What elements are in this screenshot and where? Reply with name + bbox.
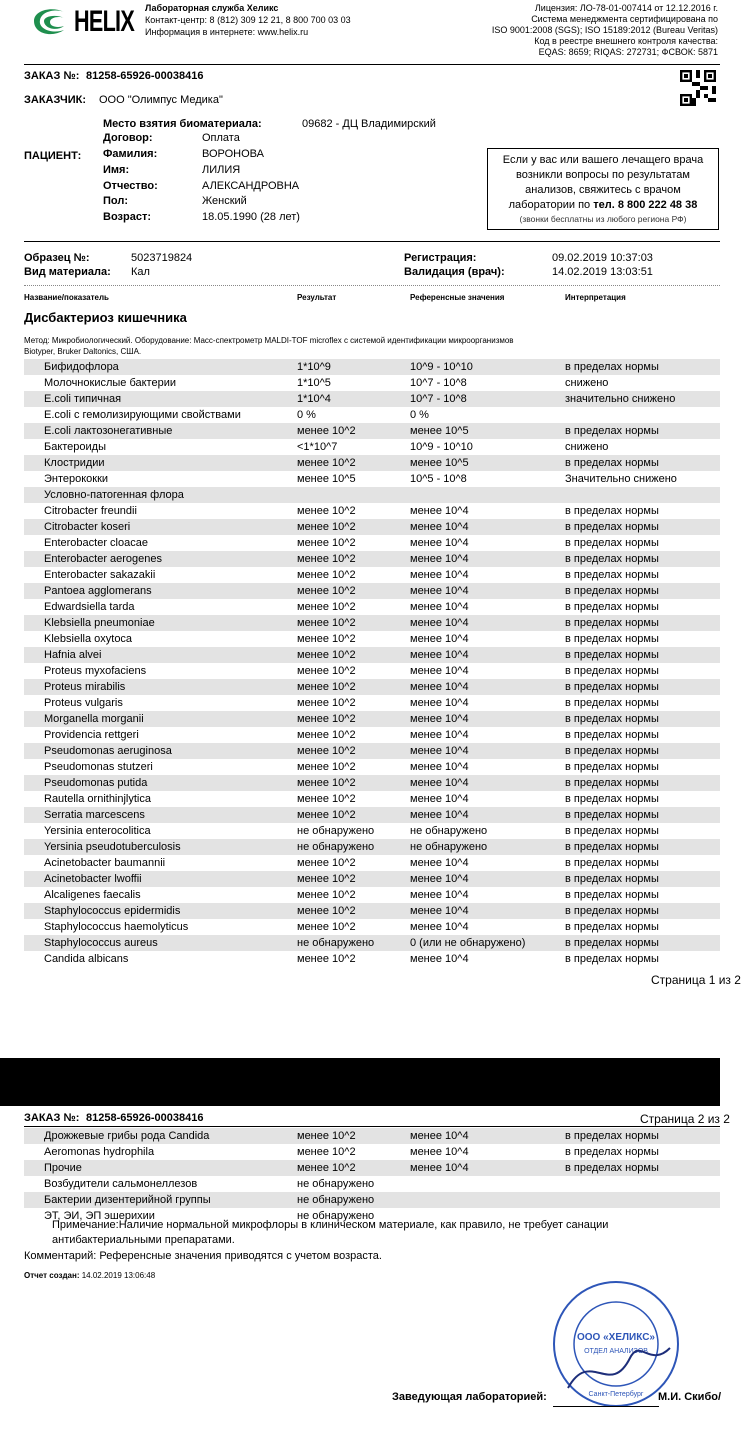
- cell-name: E.coli с гемолизирующими свойствами: [44, 409, 241, 421]
- cell-name: Бактерии дизентерийной группы: [44, 1194, 211, 1206]
- info-line: возникли вопросы по результатам: [515, 169, 690, 181]
- patient-label: ПАЦИЕНТ:: [24, 150, 82, 162]
- cell-interpretation: в пределах нормы: [565, 809, 659, 821]
- cell-result: менее 10^2: [297, 1162, 356, 1174]
- table-row: [24, 407, 720, 423]
- helix-logo: [30, 4, 136, 40]
- customer-value: ООО "Олимпус Медика": [99, 94, 223, 106]
- section-title: Дисбактериоз кишечника: [24, 310, 187, 325]
- cell-result: менее 10^2: [297, 1130, 356, 1142]
- stamp-text-ring: Санкт-Петербург: [588, 1391, 644, 1398]
- table-row: [24, 711, 720, 727]
- cell-interpretation: в пределах нормы: [565, 665, 659, 677]
- cell-reference: менее 10^4: [410, 505, 469, 517]
- cell-name: Morganella morganii: [44, 713, 144, 725]
- table-row: [24, 791, 720, 807]
- cell-name: Энтерококки: [44, 473, 109, 485]
- cell-interpretation: в пределах нормы: [565, 953, 659, 965]
- cell-result: менее 10^2: [297, 553, 356, 565]
- lab-web: Информация в интернете: www.helix.ru: [145, 27, 309, 37]
- cell-interpretation: в пределах нормы: [565, 649, 659, 661]
- cell-interpretation: в пределах нормы: [565, 857, 659, 869]
- cell-reference: менее 10^5: [410, 425, 469, 437]
- cell-name: Edwardsiella tarda: [44, 601, 135, 613]
- cell-result: менее 10^2: [297, 713, 356, 725]
- material-value: Кал: [131, 266, 150, 278]
- logo-text: HELIX: [74, 5, 135, 38]
- cell-result: менее 10^2: [297, 569, 356, 581]
- lab-contacts: Контакт-центр: 8 (812) 309 12 21, 8 800 700 03 03: [145, 15, 351, 25]
- cell-reference: менее 10^4: [410, 793, 469, 805]
- cell-reference: 0 %: [410, 409, 429, 421]
- cell-result: не обнаружено: [297, 841, 375, 853]
- cell-name: Rautella ornithinjlytica: [44, 793, 151, 805]
- note-line: антибактериальными препаратами.: [52, 1234, 235, 1246]
- table-row: [24, 567, 720, 583]
- cell-result: менее 10^2: [297, 665, 356, 677]
- validation-value: 14.02.2019 13:03:51: [552, 266, 653, 278]
- cell-result: менее 10^2: [297, 457, 356, 469]
- cell-name: ЭТ, ЭИ, ЭП эшерихии: [44, 1210, 155, 1222]
- cell-reference: менее 10^4: [410, 697, 469, 709]
- table-row: [24, 823, 720, 839]
- cell-reference: менее 10^4: [410, 601, 469, 613]
- cell-reference: менее 10^4: [410, 809, 469, 821]
- cell-reference: менее 10^4: [410, 857, 469, 869]
- cell-result: менее 10^2: [297, 505, 356, 517]
- cell-interpretation: в пределах нормы: [565, 569, 659, 581]
- cell-name: Молочнокислые бактерии: [44, 377, 176, 389]
- info-line: анализов, свяжитесь с врачом: [525, 184, 681, 196]
- age-value: 18.05.1990 (28 лет): [202, 211, 300, 223]
- header-divider: [24, 64, 720, 65]
- cell-name: E.coli лактозонегативные: [44, 425, 173, 437]
- table-row: [24, 855, 720, 871]
- cell-name: Staphylococcus haemolyticus: [44, 921, 189, 933]
- cell-interpretation: в пределах нормы: [565, 521, 659, 533]
- cell-result: менее 10^2: [297, 649, 356, 661]
- report-created-value: 14.02.2019 13:06:48: [81, 1271, 156, 1280]
- cell-name: Возбудители сальмонеллезов: [44, 1178, 198, 1190]
- cell-result: менее 10^2: [297, 585, 356, 597]
- stamp-text-mid: ОТДЕЛ АНАЛИЗОВ: [584, 1348, 648, 1355]
- cell-interpretation: в пределах нормы: [565, 361, 659, 373]
- report-page-2: [0, 1106, 730, 1440]
- patient-divider: [24, 241, 720, 242]
- cell-interpretation: Значительно снижено: [565, 473, 677, 485]
- cell-name: Proteus mirabilis: [44, 681, 126, 693]
- table-row: [24, 871, 720, 887]
- cell-name: Дрожжевые грибы рода Candida: [44, 1130, 210, 1142]
- cell-reference: 10^7 - 10^8: [410, 377, 467, 389]
- cell-result: менее 10^2: [297, 905, 356, 917]
- cell-result: 0 %: [297, 409, 316, 421]
- cell-result: менее 10^2: [297, 953, 356, 965]
- cell-interpretation: в пределах нормы: [565, 841, 659, 853]
- license-line: Лицензия: ЛО-78-01-007414 от 12.12.2016 г.: [534, 3, 718, 13]
- info-line-note: (звонки бесплатны из любого региона РФ): [519, 214, 687, 224]
- cell-name: Enterobacter cloacae: [44, 537, 148, 549]
- table-row: [24, 535, 720, 551]
- col-name-header: Название/показатель: [24, 293, 109, 302]
- cell-result: менее 10^2: [297, 761, 356, 773]
- cell-reference: менее 10^4: [410, 553, 469, 565]
- sample-label: Образец №:: [24, 252, 90, 264]
- cell-name: Acinetobacter lwoffii: [44, 873, 142, 885]
- cell-name: Klebsiella pneumoniae: [44, 617, 155, 629]
- table-row: [24, 1192, 720, 1208]
- cell-reference: менее 10^4: [410, 889, 469, 901]
- cell-result: 1*10^9: [297, 361, 331, 373]
- table-row: [24, 903, 720, 919]
- surname-value: ВОРОНОВА: [202, 148, 264, 160]
- cell-name: E.coli типичная: [44, 393, 122, 405]
- table-row: [24, 503, 720, 519]
- order-label: ЗАКАЗ №:: [24, 70, 80, 82]
- cell-name: Citrobacter freundii: [44, 505, 137, 517]
- cell-result: менее 10^2: [297, 777, 356, 789]
- cell-interpretation: в пределах нормы: [565, 601, 659, 613]
- cell-name: Pseudomonas stutzeri: [44, 761, 153, 773]
- cell-result: менее 10^2: [297, 633, 356, 645]
- cell-name: Pseudomonas putida: [44, 777, 148, 789]
- cell-interpretation: в пределах нормы: [565, 553, 659, 565]
- cell-name: Клостридии: [44, 457, 105, 469]
- cell-interpretation: в пределах нормы: [565, 713, 659, 725]
- cell-reference: менее 10^4: [410, 729, 469, 741]
- method-line: Метод: Микробиологический. Оборудование: Масс-спектрометр MALDI-TOF microflex с системой идентификации микроорганизмов: [24, 336, 514, 345]
- cell-reference: менее 10^4: [410, 921, 469, 933]
- cell-name: Providencia rettgeri: [44, 729, 139, 741]
- cell-result: не обнаружено: [297, 1194, 375, 1206]
- cell-result: менее 10^2: [297, 521, 356, 533]
- info-line: Если у вас или вашего лечащего врача: [502, 154, 704, 166]
- cell-interpretation: в пределах нормы: [565, 729, 659, 741]
- table-row: [24, 839, 720, 855]
- name-label: Имя:: [103, 164, 130, 176]
- cell-interpretation: в пределах нормы: [565, 457, 659, 469]
- cell-reference: менее 10^4: [410, 777, 469, 789]
- cell-result: не обнаружено: [297, 937, 375, 949]
- cell-interpretation: в пределах нормы: [565, 1162, 659, 1174]
- cell-result: менее 10^2: [297, 681, 356, 693]
- cell-result: менее 10^2: [297, 809, 356, 821]
- cell-result: менее 10^2: [297, 617, 356, 629]
- cell-name: Pseudomonas aeruginosa: [44, 745, 172, 757]
- cell-reference: менее 10^4: [410, 761, 469, 773]
- cell-reference: 10^5 - 10^8: [410, 473, 467, 485]
- license-line: Система менеджмента сертифицирована по: [531, 14, 718, 24]
- cell-reference: менее 10^4: [410, 537, 469, 549]
- cell-interpretation: в пределах нормы: [565, 921, 659, 933]
- phone-number: тел. 8 800 222 48 38: [593, 199, 698, 211]
- cell-result: не обнаружено: [297, 1178, 375, 1190]
- cell-reference: 10^7 - 10^8: [410, 393, 467, 405]
- table-row: [24, 775, 720, 791]
- cell-interpretation: снижено: [565, 377, 609, 389]
- license-block: [492, 3, 718, 58]
- order-label: ЗАКАЗ №:: [24, 1112, 80, 1124]
- lab-name: Лабораторная служба Хеликс: [145, 3, 279, 13]
- cell-name: Serratia marcescens: [44, 809, 145, 821]
- head-name: М.И. Скибо/: [658, 1391, 722, 1403]
- table-row: [24, 1144, 720, 1160]
- cell-name: Aeromonas hydrophila: [44, 1146, 155, 1158]
- table-row: [24, 887, 720, 903]
- cell-name: Бифидофлора: [44, 361, 119, 373]
- cell-result: менее 10^2: [297, 921, 356, 933]
- table-row: [24, 487, 720, 503]
- cell-result: менее 10^2: [297, 857, 356, 869]
- cell-reference: менее 10^4: [410, 1146, 469, 1158]
- cell-reference: менее 10^4: [410, 1162, 469, 1174]
- cell-name: Бактероиды: [44, 441, 107, 453]
- head-label: Заведующая лабораторией:: [392, 1391, 547, 1403]
- cell-interpretation: в пределах нормы: [565, 617, 659, 629]
- cell-interpretation: в пределах нормы: [565, 761, 659, 773]
- cell-name: Enterobacter sakazakii: [44, 569, 156, 581]
- cell-reference: не обнаружено: [410, 841, 488, 853]
- place-value: 09682 - ДЦ Владимирский: [302, 118, 436, 130]
- method-line: Biotyper, Bruker Daltonics, США.: [24, 347, 142, 356]
- cell-result: менее 10^2: [297, 793, 356, 805]
- cell-name: Условно-патогенная флора: [44, 489, 184, 501]
- col-interp-header: Интерпретация: [565, 293, 626, 302]
- patronymic-value: АЛЕКСАНДРОВНА: [202, 180, 300, 192]
- table-row: [24, 807, 720, 823]
- cell-reference: менее 10^5: [410, 457, 469, 469]
- table-row: [24, 743, 720, 759]
- info-line-phone: лаборатории по тел. 8 800 222 48 38: [508, 199, 698, 211]
- registration-label: Регистрация:: [404, 252, 477, 264]
- contract-label: Договор:: [103, 132, 153, 144]
- cell-result: менее 10^2: [297, 729, 356, 741]
- cell-result: менее 10^2: [297, 425, 356, 437]
- sample-value: 5023719824: [131, 252, 193, 264]
- name-value: ЛИЛИЯ: [202, 164, 241, 176]
- cell-result: менее 10^2: [297, 601, 356, 613]
- table-row: [24, 1176, 720, 1192]
- cell-reference: 0 (или не обнаружено): [410, 937, 526, 949]
- cell-name: Candida albicans: [44, 953, 129, 965]
- note-text: [52, 1218, 608, 1248]
- cell-result: менее 10^2: [297, 697, 356, 709]
- cell-result: менее 10^2: [297, 873, 356, 885]
- cell-result: <1*10^7: [297, 441, 338, 453]
- table-row: [24, 663, 720, 679]
- validation-label: Валидация (врач):: [404, 266, 505, 278]
- contract-value: Оплата: [202, 132, 240, 144]
- cell-interpretation: в пределах нормы: [565, 825, 659, 837]
- cell-reference: менее 10^4: [410, 953, 469, 965]
- license-line: EQAS: 8659; RIQAS: 272731; ФСВОК: 5871: [538, 47, 718, 57]
- page-gap: [0, 1058, 720, 1106]
- cell-interpretation: снижено: [565, 441, 609, 453]
- cell-reference: менее 10^4: [410, 649, 469, 661]
- cell-interpretation: в пределах нормы: [565, 777, 659, 789]
- cell-name: Proteus myxofaciens: [44, 665, 147, 677]
- cell-name: Enterobacter aerogenes: [44, 553, 163, 565]
- method-text: [24, 335, 514, 357]
- cell-name: Staphylococcus aureus: [44, 937, 158, 949]
- cell-name: Proteus vulgaris: [44, 697, 123, 709]
- cell-name: Yersinia pseudotuberculosis: [44, 841, 181, 853]
- dotted-divider: [24, 285, 720, 286]
- cell-interpretation: в пределах нормы: [565, 937, 659, 949]
- table-row: [24, 583, 720, 599]
- table-row: [24, 375, 720, 391]
- cell-interpretation: в пределах нормы: [565, 425, 659, 437]
- cell-name: Yersinia enterocolitica: [44, 825, 151, 837]
- cell-reference: менее 10^4: [410, 617, 469, 629]
- table-row: [24, 631, 720, 647]
- table-row: [24, 759, 720, 775]
- cell-interpretation: значительно снижено: [565, 393, 676, 405]
- sex-label: Пол:: [103, 195, 129, 207]
- cell-name: Klebsiella oxytoca: [44, 633, 133, 645]
- table-header: [24, 292, 720, 304]
- page-footer: Страница 1 из 2: [651, 973, 741, 987]
- cell-interpretation: в пределах нормы: [565, 873, 659, 885]
- table-row: [24, 359, 720, 375]
- table-row: [24, 951, 720, 967]
- table-row: [24, 1160, 720, 1176]
- report-created-label: Отчет создан:: [24, 1271, 80, 1280]
- cell-interpretation: в пределах нормы: [565, 1146, 659, 1158]
- table-row: [24, 551, 720, 567]
- table-row: [24, 423, 720, 439]
- cell-reference: не обнаружено: [410, 825, 488, 837]
- comment-text: Комментарий: Референсные значения приводятся с учетом возраста.: [24, 1250, 382, 1262]
- cell-name: Staphylococcus epidermidis: [44, 905, 181, 917]
- cell-reference: менее 10^4: [410, 745, 469, 757]
- contact-info-box: [487, 148, 719, 230]
- cell-reference: менее 10^4: [410, 569, 469, 581]
- license-line: ISO 9001:2008 (SGS); ISO 15189:2012 (Bureau Veritas): [491, 25, 718, 35]
- cell-result: менее 10^2: [297, 1146, 356, 1158]
- cell-interpretation: в пределах нормы: [565, 681, 659, 693]
- cell-interpretation: в пределах нормы: [565, 633, 659, 645]
- cell-result: не обнаружено: [297, 825, 375, 837]
- table-row: [24, 935, 720, 951]
- cell-interpretation: в пределах нормы: [565, 585, 659, 597]
- cell-reference: менее 10^4: [410, 681, 469, 693]
- cell-interpretation: в пределах нормы: [565, 745, 659, 757]
- order-number: 81258-65926-00038416: [86, 70, 204, 82]
- sex-value: Женский: [202, 195, 247, 207]
- cell-reference: менее 10^4: [410, 665, 469, 677]
- cell-reference: менее 10^4: [410, 1130, 469, 1142]
- cell-result: менее 10^5: [297, 473, 356, 485]
- table-row: [24, 519, 720, 535]
- table-row: [24, 647, 720, 663]
- table-row: [24, 679, 720, 695]
- order-number: 81258-65926-00038416: [86, 1112, 204, 1124]
- cell-interpretation: в пределах нормы: [565, 1130, 659, 1142]
- cell-result: 1*10^4: [297, 393, 331, 405]
- cell-result: менее 10^2: [297, 745, 356, 757]
- helix-logo-icon: [30, 4, 70, 38]
- signature-line: [553, 1406, 659, 1407]
- cell-result: менее 10^2: [297, 889, 356, 901]
- cell-name: Прочие: [44, 1162, 82, 1174]
- cell-interpretation: в пределах нормы: [565, 537, 659, 549]
- cell-reference: менее 10^4: [410, 585, 469, 597]
- table-row: [24, 391, 720, 407]
- table-row: [24, 471, 720, 487]
- table-row: [24, 727, 720, 743]
- cell-reference: менее 10^4: [410, 633, 469, 645]
- age-label: Возраст:: [103, 211, 151, 223]
- cell-reference: 10^9 - 10^10: [410, 441, 473, 453]
- cell-reference: менее 10^4: [410, 521, 469, 533]
- qr-code-icon: [680, 70, 716, 106]
- cell-result: 1*10^5: [297, 377, 331, 389]
- cell-interpretation: в пределах нормы: [565, 889, 659, 901]
- cell-name: Hafnia alvei: [44, 649, 102, 661]
- cell-name: Acinetobacter baumannii: [44, 857, 166, 869]
- customer-label: ЗАКАЗЧИК:: [24, 94, 86, 106]
- place-label: Место взятия биоматериала:: [103, 118, 262, 130]
- cell-result: не обнаружено: [297, 1210, 375, 1222]
- table-row: [24, 455, 720, 471]
- cell-reference: 10^9 - 10^10: [410, 361, 473, 373]
- surname-label: Фамилия:: [103, 148, 158, 160]
- registration-value: 09.02.2019 10:37:03: [552, 252, 653, 264]
- page-label: Страница 2 из 2: [640, 1112, 730, 1126]
- cell-result: менее 10^2: [297, 537, 356, 549]
- cell-interpretation: в пределах нормы: [565, 697, 659, 709]
- cell-name: Pantoea agglomerans: [44, 585, 152, 597]
- cell-interpretation: в пределах нормы: [565, 793, 659, 805]
- cell-interpretation: в пределах нормы: [565, 905, 659, 917]
- cell-interpretation: в пределах нормы: [565, 505, 659, 517]
- col-result-header: Результат: [297, 293, 337, 302]
- table-row: [24, 439, 720, 455]
- material-label: Вид материала:: [24, 266, 111, 278]
- cell-reference: менее 10^4: [410, 873, 469, 885]
- cell-name: Citrobacter koseri: [44, 521, 131, 533]
- table-row: [24, 695, 720, 711]
- table-row: [24, 599, 720, 615]
- table-row: [24, 615, 720, 631]
- cell-reference: менее 10^4: [410, 713, 469, 725]
- report-created: [24, 1271, 155, 1280]
- patronymic-label: Отчество:: [103, 180, 158, 192]
- stamp-text-top: ООО «ХЕЛИКС»: [577, 1332, 655, 1343]
- page2-divider: [24, 1126, 720, 1127]
- table-row: [24, 919, 720, 935]
- note-line: Примечание:Наличие нормальной микрофлоры в клиническом материале, как правило, не требует санации: [52, 1219, 609, 1231]
- table-row: [24, 1128, 720, 1144]
- license-line: Код в реестре внешнего контроля качества:: [534, 36, 718, 46]
- cell-reference: менее 10^4: [410, 905, 469, 917]
- cell-name: Alcaligenes faecalis: [44, 889, 141, 901]
- col-ref-header: Референсные значения: [410, 293, 505, 302]
